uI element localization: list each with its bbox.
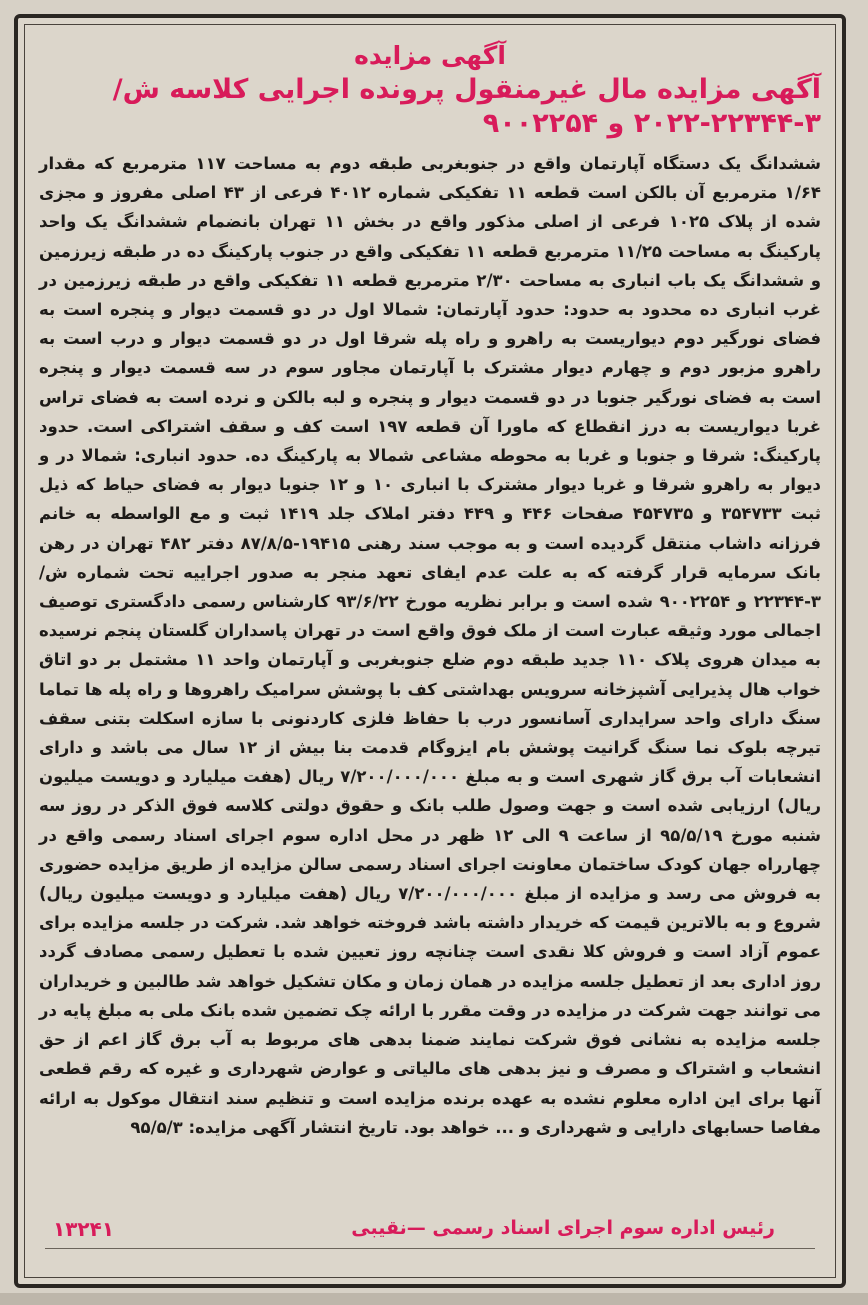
- notice-signature: رئیس اداره سوم اجرای اسناد رسمی —نقیبی: [351, 1217, 775, 1239]
- notice-text: [39, 149, 821, 1142]
- notice-paragraph: ششدانگ یک دستگاه آپارتمان واقع در جنوبغربی طبقه دوم به مساحت ۱۱۷ مترمربع که مقدار ۱/۶۴ مترمربع آن بالکن است قطعه ۱۱ تفکیکی شماره ۴۰۱۲ فرعی از ۴۳ اصلی مفروز و مجزی شده از پلاک ۱۰۲۵ فرعی از اصلی مذکور واقع در بخش ۱۱ تهران بانضمام ششدانگ یک واحد پارکینگ به مساحت ۱۱/۲۵ مترمربع قطعه ۱۱ تفکیکی واقع در جنوب پارکینگ ده در طبقه زیرزمین و ششدانگ یک باب انباری به مساحت ۲/۳۰ مترمربع قطعه ۱۱ تفکیکی واقع در طبقه زیرزمین در غرب انباری ده محدود به حدود: حدود آپارتمان: شمالا اول در دو قسمت دیوار و پنجره است به فضای نورگیر دوم دیواریست به راهرو و راه پله شرقا اول در دو قسمت دیوار و درب است به راهرو مزبور دوم و چهارم دیوار مشترک با آپارتمان مجاور سوم در سه قسمت دیوار و پنجره است به فضای نورگیر جنوبا در دو قسمت دیوار و پنجره و لبه بالکن و نرده است به فضای تراس غربا دیواریست به درز انقطاع که ماورا آن قطعه ۱۹۷ است کف و سقف اشتراکی است. حدود پارکینگ: شرقا و جنوبا و غربا به محوطه مشاعی شمالا به پارکینگ ده. حدود انباری: شمالا در و دیوار به راهرو شرقا و غربا دیوار مشترک با انباری ۱۰ و ۱۲ جنوبا دیوار به فضای حیاط که ذیل ثبت ۳۵۴۷۳۳ و ۴۵۴۷۳۵ صفحات ۴۴۶ و ۴۴۹ دفتر املاک جلد ۱۴۱۹ ثبت و مع الواسطه به خانم فرزانه داشاب منتقل گردیده است و به موجب سند رهنی ۱۹۴۱۵-۸۷/۸/۵ دفتر ۴۸۲ تهران در رهن بانک سرمایه قرار گرفته که به علت عدم ایفای تعهد منجر به صدور اجراییه تحت شماره ش/۳-۲۲۳۴۴ و ۹۰۰۲۲۵۴ شده است و برابر نظریه مورخ ۹۳/۶/۲۲ کارشناس رسمی دادگستری توصیف اجمالی مورد وثیقه عبارت است از ملک فوق واقع است در تهران پاسداران گلستان پنجم نرسیده به میدان هروی پلاک ۱۱۰ جدید طبقه دوم ضلع جنوبغربی و آپارتمان واحد ۱۱ مشتمل بر دو اتاق خواب هال پذیرایی آشپزخانه سرویس بهداشتی کف با پوشش سرامیک راهروها و راه پله ها تماما سنگ دارای واحد سرایداری آسانسور درب با حفاظ فلزی کاردنونی با سازه اسکلت بتنی سقف تیرچه بلوک نما سنگ گرانیت پوشش بام ایزوگام قدمت بنا بیش از ۱۲ سال می باشد و دارای انشعابات آب برق گاز شهری است و به مبلغ ۷/۲۰۰/۰۰۰/۰۰۰ ریال (هفت میلیارد و دویست میلیون ریال) ارزیابی شده است و جهت وصول طلب بانک و حقوق دولتی کلاسه فوق الذکر در روز سه شنبه مورخ ۹۵/۵/۱۹ از ساعت ۹ الی ۱۲ ظهر در محل اداره سوم اجرای اسناد رسمی واقع در چهارراه جهان کودک ساختمان معاونت اجرای اسناد رسمی سالن مزایده از طریق مزایده حضوری به فروش می رسد و مزایده از مبلغ ۷/۲۰۰/۰۰۰/۰۰۰ ریال (هفت میلیارد و دویست میلیون ریال) شروع و به بالاترین قیمت که خریدار داشته باشد فروخته خواهد شد. شرکت در جلسه مزایده برای عموم آزاد است و فروش کلا نقدی است چنانچه روز تعیین شده با تعطیل رسمی مصادف گردد روز اداری بعد از تعطیل جلسه مزایده در همان زمان و مکان تشکیل خواهد شد طالبین و خریداران می توانند جهت شرکت در مزایده در وقت مقرر با ارائه چک تضمین شده بانک ملی به مبلغ پایه در جلسه مزایده به نشانی فوق شرکت نمایند ضمنا بدهی های مربوط به آب برق گاز اعم از حق انشعاب و اشتراک و مصرف و نیز بدهی های مالیاتی و عوارض شهرداری و غیره که رقم قطعی آنها برای این اداره معلوم نشده به عهده برنده مزایده است و تنظیم سند انتقال موکول به ارائه مفاصا حسابهای دارایی و شهرداری و ... خواهد بود. تاریخ انتشار آگهی مزایده: ۹۵/۵/۳: [39, 154, 822, 1137]
- page-edge: [0, 1293, 868, 1305]
- notice-body: [24, 24, 836, 1278]
- notice-code: ۱۳۲۴۱: [53, 1217, 115, 1241]
- notice-subtitle: آگهی مزایده مال غیرمنقول پرونده اجرایی کلاسه ش/۳-۲۲۳۴۴-۲۰۲۲ و ۹۰۰۲۲۵۴: [112, 74, 821, 139]
- notice-frame: [14, 14, 846, 1288]
- divider: [45, 1248, 815, 1249]
- notice-title: آگهی مزایده: [354, 41, 506, 70]
